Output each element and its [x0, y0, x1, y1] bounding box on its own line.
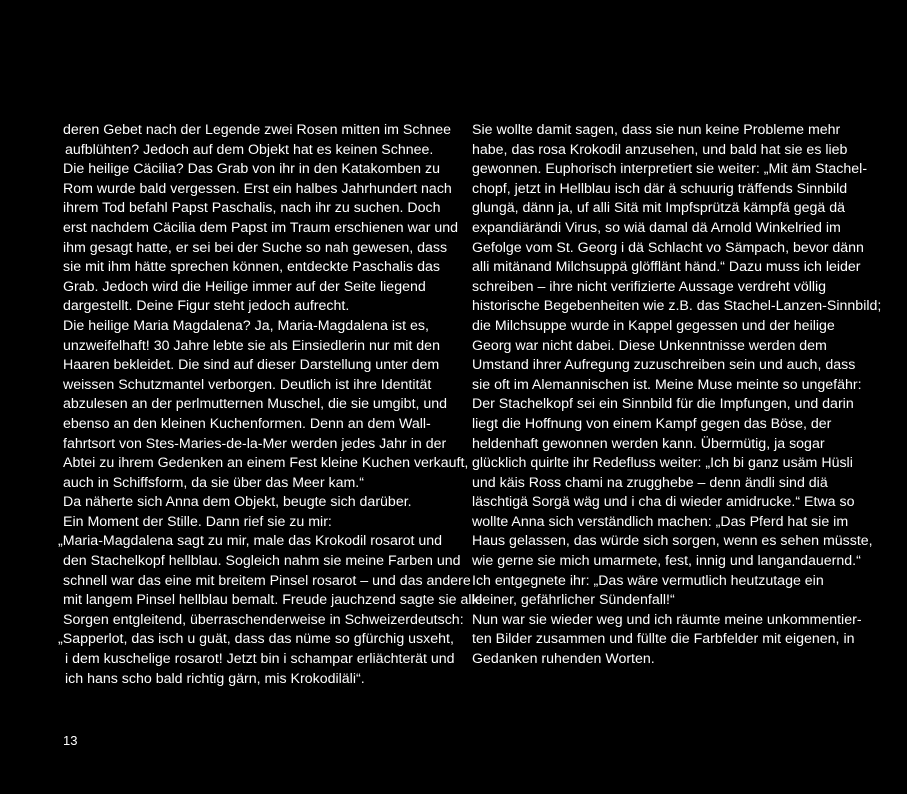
text-line: Grab. Jedoch wird die Heilige immer auf der Seite liegend: [63, 278, 426, 295]
text-line: Haaren bekleidet. Die sind auf dieser Darstellung unter dem: [63, 357, 440, 374]
text-line: ihrem Tod befahl Papst Paschalis, nach ihr zu suchen. Doch: [63, 200, 441, 217]
text-line: schreiben – ihre nicht verifizierte Aussage verdreht völlig: [472, 278, 827, 295]
text-line: auch in Schiffsform, da sie über das Meer kam.“: [63, 474, 364, 491]
text-line: und käis Ross chami na zrugghebe – denn ändli sind diä: [472, 474, 828, 491]
text-line: ten Bilder zusammen und füllte die Farbfelder mit eigenen, in: [472, 631, 855, 648]
text-line: dargestellt. Deine Figur steht jedoch aufrecht.: [63, 298, 350, 315]
text-line: sie oft im Alemannischen ist. Meine Muse meinte so ungefähr:: [472, 376, 862, 393]
text-line: ihm gesagt hatte, er sei bei der Suche so nah gewesen, dass: [63, 239, 448, 256]
text-line: Sie wollte damit sagen, dass sie nun keine Probleme mehr: [472, 122, 841, 138]
text-line: historische Begebenheiten wie z.B. das Stachel-Lanzen-Sinnbild;: [472, 298, 882, 315]
text-line: sie mit ihm hätte sprechen können, entdeckte Paschalis das: [63, 259, 440, 276]
text-line: Der Stachelkopf sei ein Sinnbild für die Impfungen, und darin: [472, 396, 854, 413]
text-line: wollte Anna sich verständlich machen: „Das Pferd hat sie im: [472, 513, 849, 530]
text-line: Nun war sie wieder weg und ich räumte meine unkommentier-: [472, 611, 862, 628]
text-line: ebenso an den kleinen Kuchenformen. Denn an dem Wall-: [63, 415, 431, 432]
text-line: Georg war nicht dabei. Diese Unkenntnisse werden dem: [472, 337, 827, 354]
text-line: chopf, jetzt in Hellblau isch där ä schuurig träffends Sinnbild: [472, 180, 848, 197]
text-line: „Sapperlot, das isch u guät, dass das nüme so gfürchig usxeht,: [58, 631, 454, 648]
text-line: den Stachelkopf hellblau. Sogleich nahm sie meine Farben und: [63, 553, 461, 570]
text-line: Ich entgegnete ihr: „Das wäre vermutlich heutzutage ein: [472, 572, 824, 589]
text-line: abzulesen an der perlmutternen Muschel, die sie umgibt, und: [63, 396, 448, 413]
text-line: Umstand ihrer Aufregung zuzuschreiben sein und auch, dass: [472, 357, 856, 374]
text-line: ich hans scho bald richtig gärn, mis Krokodiläli“.: [65, 670, 365, 687]
text-line: expandiärändi Virus, so wiä damal dä Arnold Winkelried im: [472, 219, 841, 236]
text-line: Rom wurde bald vergessen. Erst ein halbes Jahrhundert nach: [63, 180, 452, 197]
text-line: Die heilige Maria Magdalena? Ja, Maria-Magdalena ist es,: [63, 317, 429, 334]
text-line: deren Gebet nach der Legende zwei Rosen mitten im Schnee: [63, 122, 452, 138]
text-line: mit langem Pinsel hellblau bemalt. Freude jauchzend sagte sie alle: [63, 592, 483, 609]
page-number: 13: [63, 733, 78, 748]
text-line: glungä, dänn ja, uf alli Sitä mit Impfsprützä kämpfä gegä dä: [472, 200, 846, 217]
text-line: habe, das rosa Krokodil anzusehen, und bald hat sie es lieb: [472, 141, 848, 158]
text-line: „Maria-Magdalena sagt zu mir, male das Krokodil rosarot und: [58, 533, 443, 550]
text-line: Da näherte sich Anna dem Objekt, beugte sich darüber.: [63, 494, 412, 511]
text-line: glücklich quirlte ihr Redefluss weiter: „Ich bi ganz usäm Hüsli: [472, 455, 853, 472]
text-line: unzweifelhaft! 30 Jahre lebte sie als Einsiedlerin nur mit den: [63, 337, 440, 354]
text-line: Sorgen entgleitend, überraschenderweise in Schweizerdeutsch:: [63, 611, 464, 628]
left-column: [58, 121, 483, 689]
right-column: [472, 121, 882, 670]
text-line: Ein Moment der Stille. Dann rief sie zu mir:: [63, 513, 332, 530]
text-line: Abtei zu ihrem Gedenken an einem Fest kleine Kuchen verkauft,: [63, 455, 469, 472]
text-line: Haus gelassen, das würde sich sorgen, wenn es sehen müsste,: [472, 533, 873, 550]
text-line: Gedanken ruhenden Worten.: [472, 651, 655, 668]
text-line: schnell war das eine mit breitem Pinsel rosarot – und das andere: [63, 572, 471, 589]
text-line: wie gerne sie mich umarmete, fest, innig und langandauernd.“: [472, 553, 861, 570]
text-line: alli mitänand Milchsuppä glöfflänt händ.“ Dazu muss ich leider: [472, 259, 861, 276]
text-line: Gefolge vom St. Georg i dä Schlacht vo Sämpach, bevor dänn: [472, 239, 864, 256]
text-line: gewonnen. Euphorisch interpretiert sie weiter: „Mit äm Stachel-: [472, 161, 868, 178]
text-line: erst nachdem Cäcilia dem Papst im Traum erschienen war und: [63, 219, 459, 236]
text-line: läschtigä Sorgä wäg und i cha di wieder amidrucke.“ Etwa so: [472, 494, 855, 511]
text-line: weissen Schutzmantel verborgen. Deutlich ist ihre Identität: [63, 376, 432, 393]
text-line: i dem kuschelige rosarot! Jetzt bin i schampar erliächterät und: [65, 651, 455, 668]
text-line: kleiner, gefährlicher Sündenfall!“: [472, 592, 675, 609]
text-line: Die heilige Cäcilia? Das Grab von ihr in den Katakomben zu: [63, 161, 440, 178]
text-line: die Milchsuppe wurde in Kappel gegessen und der heilige: [472, 317, 835, 334]
text-line: aufblühten? Jedoch auf dem Objekt hat es keinen Schnee.: [65, 141, 434, 158]
text-line: heldenhaft gewonnen werden kann. Übermütig, ja sogar: [472, 435, 825, 452]
text-line: liegt die Hoffnung von einem Kampf gegen das Böse, der: [472, 415, 832, 432]
text-line: fahrtsort von Stes-Maries-de-la-Mer werden jedes Jahr in der: [63, 435, 447, 452]
